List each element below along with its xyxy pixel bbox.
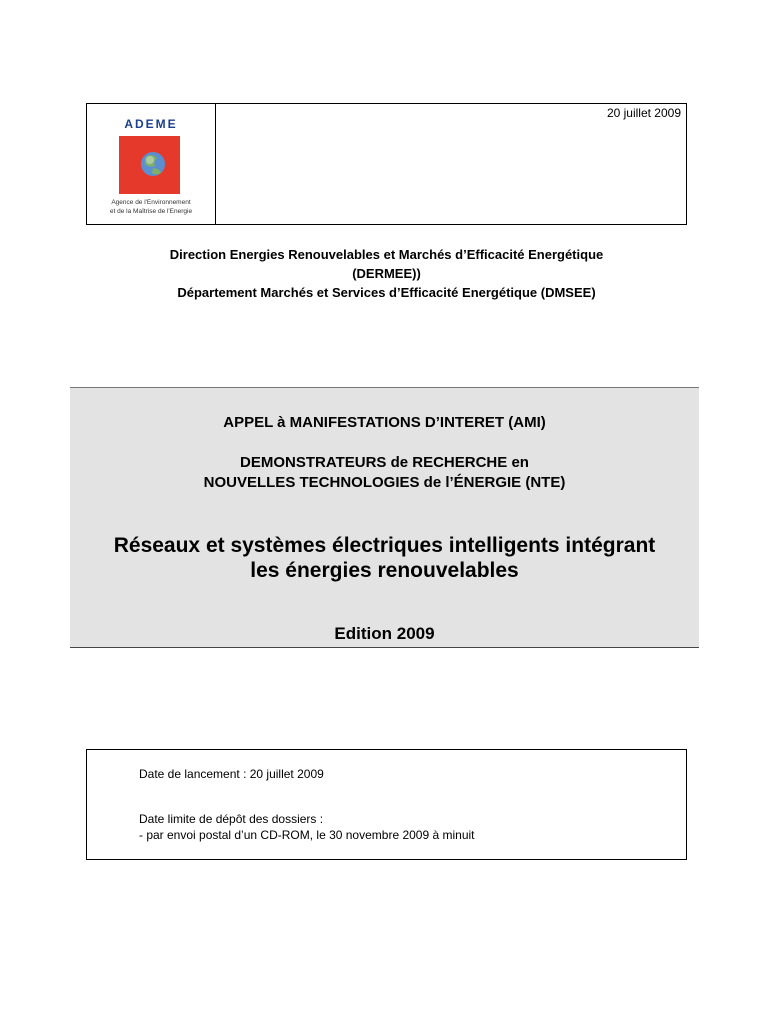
ademe-logo — [93, 106, 209, 221]
header-box — [86, 103, 687, 225]
launch-date: Date de lancement : 20 juillet 2009 — [139, 767, 324, 781]
deadline-detail: - par envoi postal d’un CD-ROM, le 30 novembre 2009 à minuit — [139, 828, 475, 842]
edition-label: Edition 2009 — [334, 624, 435, 643]
header-date: 20 juillet 2009 — [606, 106, 681, 120]
logo-red-square — [119, 136, 180, 194]
demonstrateurs-heading: DEMONSTRATEURS de RECHERCHE en NOUVELLES TECHNOLOGIES de l’ÉNERGIE (NTE) — [203, 454, 566, 491]
dates-box — [86, 749, 687, 860]
direction-block — [86, 245, 687, 302]
deadline-label: Date limite de dépôt des dossiers : — [139, 812, 324, 826]
direction-line-1: Direction Energies Renouvelables et Marchés d’Efficacité Energétique — [169, 247, 604, 262]
deadline-block — [139, 811, 475, 843]
main-title: Réseaux et systèmes électriques intelligents intégrant les énergies renouvelables — [113, 534, 656, 582]
globe-icon — [119, 136, 180, 194]
logo-cell — [87, 104, 216, 224]
logo-text: ADEME — [124, 117, 178, 131]
direction-line-3: Département Marchés et Services d’Efficacité Energétique (DMSEE) — [177, 285, 596, 300]
appel-heading: APPEL à MANIFESTATIONS D’INTERET (AMI) — [223, 414, 546, 431]
direction-line-2: (DERMEE)) — [352, 266, 421, 281]
title-banner — [70, 387, 699, 648]
logo-caption: Agence de l'Environnement et de la Maîtrise de l'Energie — [109, 199, 193, 215]
